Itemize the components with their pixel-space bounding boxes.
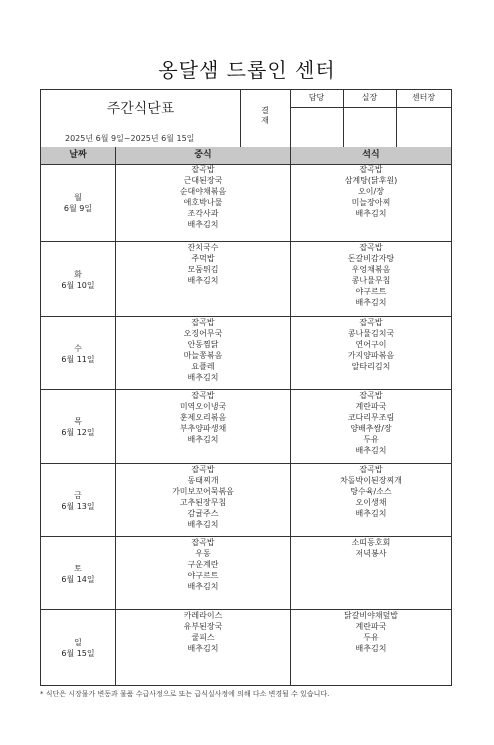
day-row xyxy=(41,537,451,610)
lunch-menu-item: 근대된장국 xyxy=(183,176,223,185)
dinner-menu-item: 코다리무조림 xyxy=(347,413,395,422)
dinner-menu-item: 돈갈비감자탕 xyxy=(347,254,395,263)
column-header-lunch: 중식 xyxy=(116,147,290,164)
dinner-menu-item: 잡곡밥 xyxy=(359,465,383,474)
day-cell xyxy=(41,563,115,585)
weekday-label: 월 xyxy=(74,193,82,202)
dinner-menu-item: 배추김치 xyxy=(355,644,387,653)
dinner-menu xyxy=(291,317,451,372)
weekday-label: 목 xyxy=(74,417,82,426)
approval-role-1: 담당 xyxy=(308,93,325,102)
day-row xyxy=(41,464,451,537)
grid-line xyxy=(343,90,344,147)
lunch-menu-item: 애호박나물 xyxy=(183,198,223,207)
dinner-menu-item: 양배추쌈/장 xyxy=(350,424,392,433)
dinner-menu-item: 배추김치 xyxy=(355,298,387,307)
dinner-menu-item: 미늘장아찌 xyxy=(351,198,391,207)
approval-label-bottom: 재 xyxy=(261,116,269,125)
lunch-menu-item: 조각사과 xyxy=(187,209,219,218)
lunch-menu-item: 배추김치 xyxy=(187,582,219,591)
dinner-menu-item: 닭갈비야채덮밥 xyxy=(343,611,399,620)
date-label: 6월 12일 xyxy=(61,428,95,437)
dinner-menu-item: 연어구이 xyxy=(355,340,387,349)
date-label: 6월 13일 xyxy=(61,501,95,511)
lunch-menu-item: 고추된장무침 xyxy=(179,498,227,507)
lunch-menu-item: 배추김치 xyxy=(187,220,219,229)
weekday-label: 토 xyxy=(74,563,82,573)
lunch-menu-item: 안동찜닭 xyxy=(187,340,219,349)
menu-sheet xyxy=(40,89,452,686)
dinner-menu-item: 오이생채 xyxy=(355,498,387,507)
lunch-menu-item: 요플레 xyxy=(191,362,215,371)
dinner-menu xyxy=(291,610,451,654)
lunch-menu-item: 배추김치 xyxy=(187,644,219,653)
day-row xyxy=(41,390,451,464)
dinner-menu xyxy=(291,537,451,559)
day-cell xyxy=(41,490,115,512)
lunch-menu-item: 우동 xyxy=(195,549,211,558)
lunch-menu-item: 잡곡밥 xyxy=(191,391,215,400)
footnote: * 식단은 시장물가 변동과 물품 수급사정으로 또는 급식실사정에 의해 다소 변경될 수 있습니다. xyxy=(40,690,330,698)
dinner-menu-item: 차돌박이된장찌개 xyxy=(340,476,402,485)
sheet-header xyxy=(41,90,451,147)
dinner-menu-item: 계란파국 xyxy=(355,402,387,411)
dinner-menu-item: 잡곡밥 xyxy=(359,318,383,327)
lunch-menu-item: 감귤주스 xyxy=(187,509,219,518)
dinner-menu-item: 오이/장 xyxy=(358,187,384,196)
date-label: 6월 9일 xyxy=(63,204,93,213)
dinner-menu-item: 저녁봉사 xyxy=(355,549,387,558)
dinner-menu-item: 야구르트 xyxy=(355,287,387,296)
lunch-menu xyxy=(116,242,290,286)
lunch-menu-item: 잡곡밥 xyxy=(191,465,215,474)
dinner-menu-item: 가지양파볶음 xyxy=(347,351,395,360)
lunch-menu-item: 유부된장국 xyxy=(183,622,223,631)
lunch-menu-item: 부추양파생채 xyxy=(179,424,227,433)
weekday-label: 수 xyxy=(74,343,82,353)
doc-title: 주간식단표 xyxy=(106,101,175,117)
lunch-menu-item: 마늘쫑볶음 xyxy=(183,351,223,360)
dinner-menu-item: 배추김치 xyxy=(355,209,387,218)
lunch-menu-item: 쿨피스 xyxy=(191,633,215,642)
column-header-dinner: 석식 xyxy=(291,147,451,164)
lunch-menu-item: 동태찌개 xyxy=(187,476,219,485)
day-cell xyxy=(41,343,115,365)
lunch-menu xyxy=(116,464,290,530)
approval-label xyxy=(240,90,290,147)
dinner-menu-item: 잡곡밥 xyxy=(359,243,383,252)
dinner-menu-item: 우엉채볶음 xyxy=(351,265,391,274)
lunch-menu-item: 잡곡밥 xyxy=(191,538,215,547)
dinner-menu-item: 탕수육/소스 xyxy=(350,487,392,496)
lunch-menu-item: 배추김치 xyxy=(187,520,219,529)
day-cell xyxy=(41,192,115,214)
dinner-menu-item: 계란파국 xyxy=(355,622,387,631)
lunch-menu xyxy=(116,164,290,230)
lunch-menu-item: 모둠튀김 xyxy=(187,265,219,274)
lunch-menu-item: 순대야채볶음 xyxy=(179,187,227,196)
day-cell xyxy=(41,416,115,438)
dinner-menu-item: 잡곡밥 xyxy=(359,391,383,400)
date-label: 6월 10일 xyxy=(61,280,95,290)
lunch-menu-item: 잡곡밥 xyxy=(191,318,215,327)
lunch-menu-item: 배추김치 xyxy=(187,435,219,444)
dinner-menu xyxy=(291,390,451,456)
grid-line xyxy=(290,90,291,147)
lunch-menu xyxy=(116,610,290,654)
date-label: 6월 14일 xyxy=(61,574,95,584)
lunch-menu-item: 주먹밥 xyxy=(191,254,215,263)
approval-label-top: 결 xyxy=(261,106,269,115)
dinner-menu-item: 배추김치 xyxy=(355,446,387,455)
approval-role-2: 실장 xyxy=(361,93,378,102)
lunch-menu-item: 미역오이냉국 xyxy=(179,402,227,411)
lunch-menu-item: 야구르트 xyxy=(187,571,219,580)
lunch-menu xyxy=(116,317,290,383)
dinner-menu-item: 소띠동호회 xyxy=(351,538,391,547)
lunch-menu-item: 잔치국수 xyxy=(187,243,219,252)
lunch-menu xyxy=(116,537,290,592)
dinner-menu-item: 삼계탕(닭후원) xyxy=(344,176,398,185)
dinner-menu-item: 배추김치 xyxy=(355,509,387,518)
page-title: 옹달샘 드롭인 센터 xyxy=(158,58,336,82)
lunch-menu-item: 잡곡밥 xyxy=(191,165,215,174)
column-header-day: 날짜 xyxy=(41,147,115,164)
lunch-menu-item: 가미보꼬어묵볶음 xyxy=(172,487,234,496)
date-label: 6월 15일 xyxy=(61,648,95,658)
dinner-menu xyxy=(291,464,451,519)
weekday-label: 일 xyxy=(74,637,82,647)
grid-line xyxy=(240,90,241,147)
period-text: 2025년 6월 9일~2025년 6월 15일 xyxy=(65,134,195,143)
lunch-menu-item: 오징어무국 xyxy=(183,329,223,338)
dinner-menu-item: 알타리김치 xyxy=(351,362,391,371)
lunch-menu-item: 배추김치 xyxy=(187,373,219,382)
lunch-menu-item: 카레라이스 xyxy=(183,611,223,620)
lunch-menu-item: 구운계란 xyxy=(187,560,219,569)
dinner-menu xyxy=(291,242,451,308)
grid-line xyxy=(396,90,397,147)
lunch-menu-item: 훈제오리볶음 xyxy=(179,413,227,422)
day-row xyxy=(41,164,451,242)
day-row xyxy=(41,610,451,685)
date-label: 6월 11일 xyxy=(61,354,95,364)
lunch-menu-item: 배추김치 xyxy=(187,276,219,285)
dinner-menu-item: 콩나물무침 xyxy=(351,276,391,285)
lunch-menu xyxy=(116,390,290,445)
approval-role-3: 센터장 xyxy=(411,93,436,102)
weekday-label: 금 xyxy=(74,490,82,500)
dinner-menu-item: 잡곡밥 xyxy=(359,165,383,174)
weekday-label: 화 xyxy=(74,269,82,279)
dinner-menu-item: 두유 xyxy=(363,633,379,642)
day-row xyxy=(41,242,451,317)
day-cell xyxy=(41,269,115,291)
day-row xyxy=(41,317,451,390)
grid-line xyxy=(290,107,451,108)
dinner-menu-item: 콩나물김치국 xyxy=(347,329,395,338)
dinner-menu xyxy=(291,164,451,219)
day-cell xyxy=(41,637,115,659)
dinner-menu-item: 두유 xyxy=(363,435,379,444)
